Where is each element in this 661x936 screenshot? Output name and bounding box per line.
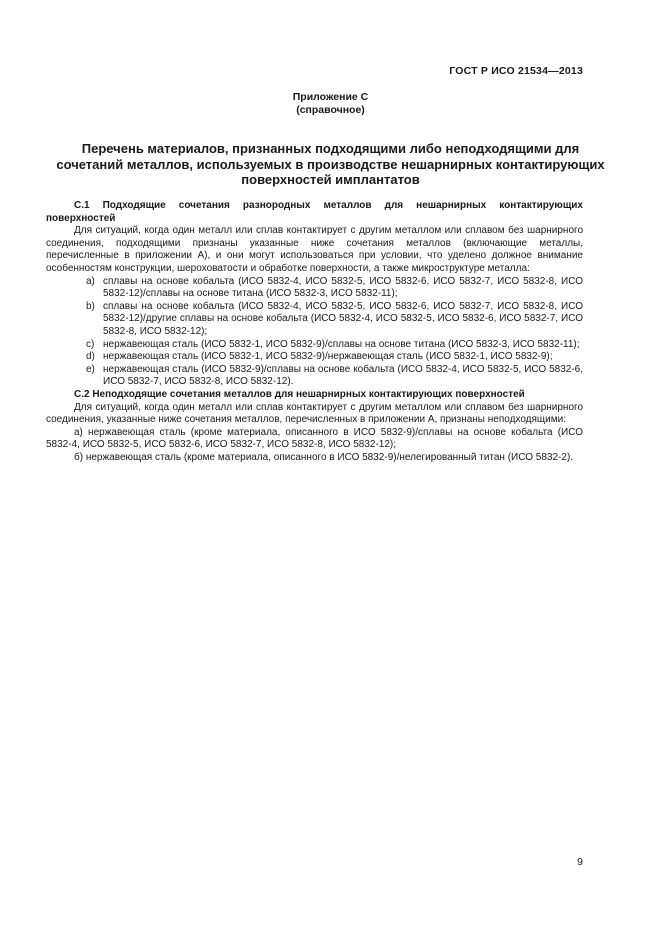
list-item-text: нержавеющая сталь (ИСО 5832-9)/сплавы на основе кобальта (ИСО 5832-4, ИСО 5832-5, ИСО 5832-6, ИСО 5832-7, ИСО 5832-8, ИСО 5832-12). bbox=[103, 363, 583, 388]
list-item bbox=[46, 276, 583, 301]
section-1-intro: Для ситуаций, когда один металл или сплав контактирует с другим металлом или сплавом без шарнирного соединения, подходящими признаны указанные ниже сочетания металлов (включающие металлы, перечисленные в приложении А), и они могут использоваться при условии, что уделено должное внимание особенностям конструкции, шероховатости и обработке поверхности, а также микроструктуре металла: bbox=[46, 225, 583, 274]
list-item-text: нержавеющая сталь (ИСО 5832-1, ИСО 5832-9)/нержавеющая сталь (ИСО 5832-1, ИСО 5832-9); bbox=[103, 351, 553, 363]
list-item bbox=[46, 339, 583, 352]
section-2-title: С.2 Неподходящие сочетания металлов для нешарнирных контактирующих поверхностей bbox=[74, 388, 525, 400]
annex-title: Приложение С bbox=[292, 91, 369, 103]
list-item-text: сплавы на основе кобальта (ИСО 5832-4, ИСО 5832-5, ИСО 5832-6, ИСО 5832-7, ИСО 5832-8, ИСО 5832-12)/другие сплавы на основе кобальта (ИСО 5832-4, ИСО 5832-5, ИСО 5832-6, ИСО 5832-7, ИСО 5832-8, ИСО 5832-12); bbox=[103, 300, 583, 337]
list-item bbox=[46, 452, 583, 465]
list-marker: c) bbox=[86, 338, 95, 350]
list-item-text: нержавеющая сталь (кроме материала, описанного в ИСО 5832-9)/нелегированный титан (ИСО 5832-2). bbox=[85, 451, 574, 463]
list-item bbox=[46, 301, 583, 339]
list-item-text: нержавеющая сталь (ИСО 5832-1, ИСО 5832-9)/сплавы на основе титана (ИСО 5832-3, ИСО 5832-11); bbox=[103, 338, 580, 350]
list-marker: b) bbox=[86, 300, 95, 312]
list-item bbox=[46, 351, 583, 364]
list-marker: б) bbox=[74, 451, 84, 463]
section-2-list bbox=[46, 427, 583, 465]
list-item-text: нержавеющая сталь (кроме материала, описанного в ИСО 5832-9)/сплавы на основе кобальта (ИСО 5832-4, ИСО 5832-5, ИСО 5832-6, ИСО 5832-7, ИСО 5832-8, ИСО 5832-12); bbox=[46, 426, 584, 451]
page-number: 9 bbox=[577, 856, 583, 868]
list-item-text: сплавы на основе кобальта (ИСО 5832-4, ИСО 5832-5, ИСО 5832-6, ИСО 5832-7, ИСО 5832-8, ИСО 5832-12)/сплавы на основе титана (ИСО 5832-3, ИСО 5832-11); bbox=[103, 275, 583, 300]
document-code: ГОСТ Р ИСО 21534—2013 bbox=[449, 65, 583, 77]
list-marker: d) bbox=[86, 351, 95, 363]
list-marker: а) bbox=[74, 426, 83, 438]
list-marker: e) bbox=[86, 363, 95, 375]
list-item bbox=[46, 364, 583, 389]
list-item bbox=[46, 427, 583, 452]
annex-heading bbox=[0, 91, 661, 117]
main-heading: Перечень материалов, признанных подходящими либо неподходящими для сочетаний металлов, используемых в производстве нешарнирных контактирующих поверхностей имплантатов bbox=[56, 141, 605, 187]
document-body bbox=[46, 200, 583, 464]
section-2-intro: Для ситуаций, когда один металл или сплав контактирует с другим металлом или сплавом без шарнирного соединения, указанные ниже сочетания металлов, перечисленных в приложении А, признаны неподходящими: bbox=[46, 401, 583, 426]
section-1-title: С.1 Подходящие сочетания разнородных металлов для нешарнирных контактирующих поверхностей bbox=[46, 200, 583, 224]
list-marker: a) bbox=[86, 275, 95, 287]
section-1-list bbox=[46, 276, 583, 389]
annex-subtitle: (справочное) bbox=[296, 104, 365, 116]
